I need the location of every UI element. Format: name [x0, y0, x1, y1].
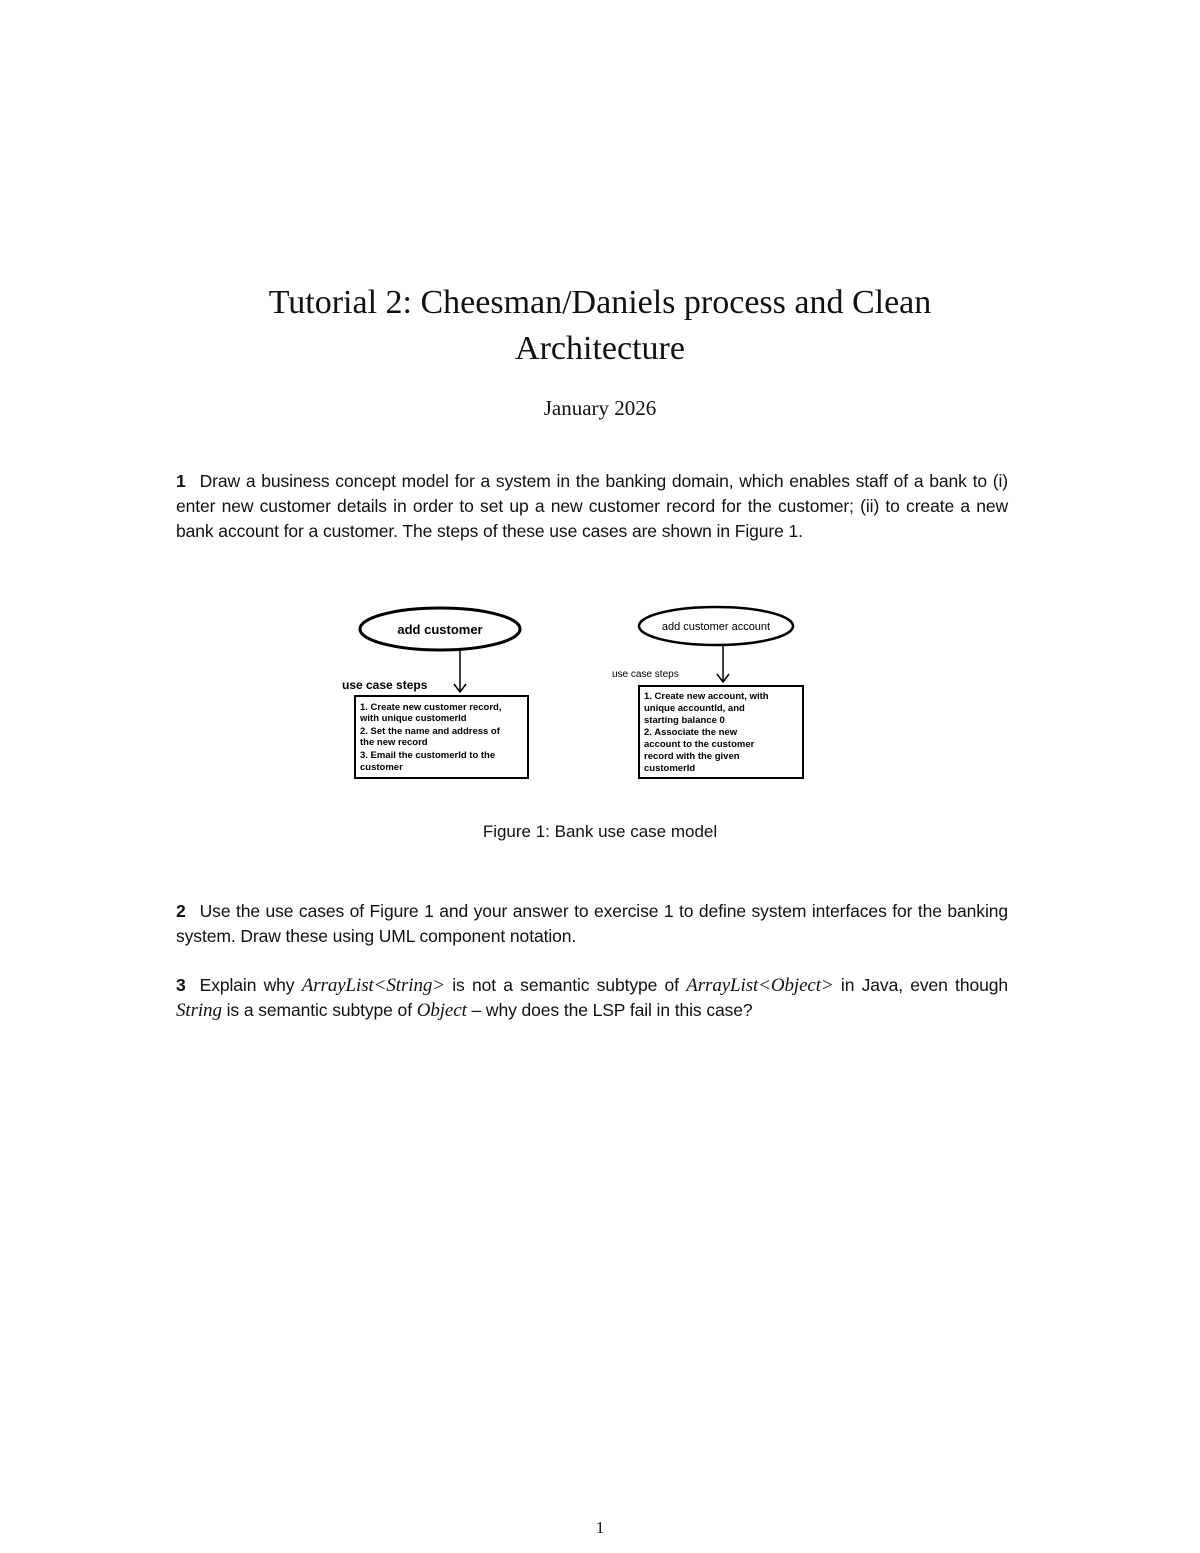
step-line: 1. Create new account, with	[644, 691, 769, 702]
figure-caption: Figure 1: Bank use case model	[482, 822, 718, 841]
page-number: 1	[595, 1518, 605, 1537]
type-name: ArrayList<String>	[301, 975, 445, 996]
step-line: 1. Create new customer record,	[360, 702, 502, 713]
step-line: 2. Associate the new	[644, 727, 738, 738]
step-line: with unique customerId	[360, 713, 467, 724]
step-line: 3. Email the customerId to the	[360, 750, 496, 761]
exercise-text: in Java, even though	[833, 975, 1008, 995]
exercise-text: Explain why	[199, 975, 302, 995]
figure-bank-use-case-model	[330, 600, 820, 785]
exercise-text: Draw a business concept model for a system in the banking domain, which enables staff of a bank to (i) enter new customer details in order to set up a new customer record for the customer; (ii) to create a new bank account for a customer. The steps of these use cases are shown in Figure 1.	[176, 471, 1008, 541]
step-line: customerId	[644, 763, 696, 774]
document-date: January 2026	[543, 396, 657, 420]
steps-label-right: use case steps	[612, 669, 679, 680]
step-line: unique accountId, and	[644, 703, 745, 714]
step-line: starting balance 0	[644, 715, 725, 726]
use-case-add-customer	[360, 608, 520, 650]
exercise-1	[176, 469, 1008, 544]
steps-box-right	[639, 686, 803, 778]
exercise-number: 1	[176, 471, 186, 491]
step-line: record with the given	[644, 751, 740, 762]
title-line-1: Tutorial 2: Cheesman/Daniels process and Clean	[268, 284, 932, 321]
use-case-label: add customer account	[661, 621, 771, 633]
type-name: ArrayList<Object>	[686, 975, 834, 996]
exercise-2	[176, 899, 1008, 949]
step-line: the new record	[360, 737, 428, 748]
exercise-text: Use the use cases of Figure 1 and your answer to exercise 1 to define system interfaces for the banking system. Draw these using UML component notation.	[176, 901, 1008, 946]
exercise-text: is not a semantic subtype of	[444, 975, 687, 995]
arrow-right	[717, 645, 729, 682]
exercise-number: 3	[176, 975, 186, 995]
exercise-number: 2	[176, 901, 186, 921]
exercise-3	[176, 973, 1008, 1023]
title-line-2: Architecture	[515, 330, 685, 367]
arrow-left	[454, 650, 466, 692]
type-name: String	[176, 1000, 222, 1021]
step-line: account to the customer	[644, 739, 755, 750]
exercise-text: is a semantic subtype of	[221, 1000, 417, 1020]
step-line: customer	[360, 762, 403, 773]
use-case-label: add customer	[397, 622, 483, 637]
steps-label-left: use case steps	[342, 678, 428, 692]
step-line: 2. Set the name and address of	[360, 726, 500, 737]
exercise-text: – why does the LSP fail in this case?	[466, 1000, 753, 1020]
use-case-add-customer-account	[639, 607, 793, 645]
type-name: Object	[416, 1000, 467, 1021]
steps-box-left	[355, 696, 528, 778]
document-title	[0, 280, 1200, 372]
